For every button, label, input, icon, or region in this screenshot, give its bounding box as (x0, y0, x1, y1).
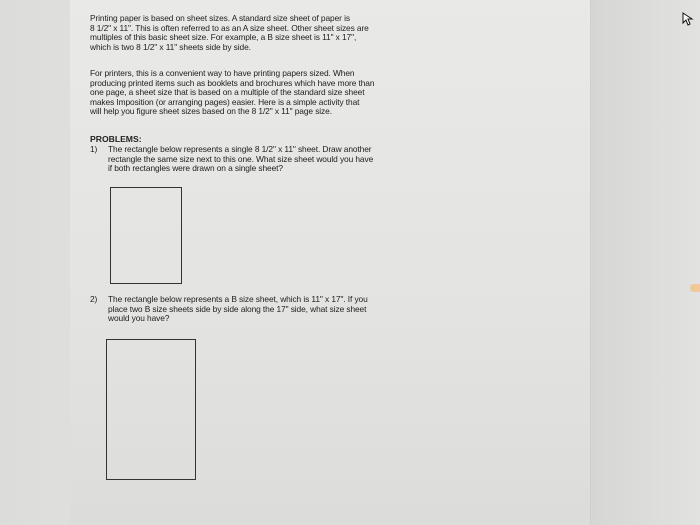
letter-size-rectangle (110, 187, 182, 284)
problem-line: The rectangle below represents a B size sheet, which is 11" x 17". If you (108, 294, 368, 304)
intro-line: which is two 8 1/2" x 11" sheets side by side. (90, 41, 251, 52)
scroll-marker (690, 284, 700, 292)
imposition-line: makes Imposition (or arranging pages) easier. Here is a simple activity that (90, 96, 360, 107)
problem-line: rectangle the same size next to this one. What size sheet would you have (108, 153, 374, 164)
imposition-line: producing printed items such as booklets and brochures which have more than (90, 77, 375, 88)
side-panel (590, 0, 700, 525)
intro-line: Printing paper is based on sheet sizes. A standard size sheet of paper is (90, 13, 350, 23)
imposition-paragraph (90, 69, 490, 117)
imposition-line: For printers, this is a convenient way to have printing papers sized. When (90, 68, 355, 78)
problem-line: would you have? (108, 313, 170, 324)
problem-1 (90, 145, 470, 185)
imposition-line: will help you figure sheet sizes based on the 8 1/2" x 11" page size. (90, 106, 332, 117)
problem-number: 2) (90, 294, 98, 304)
mouse-cursor-icon (682, 12, 694, 26)
problems-heading: PROBLEMS: (90, 134, 142, 144)
problem-line: place two B size sheets side by side along the 17" side, what size sheet (108, 303, 367, 314)
intro-line: multiples of this basic sheet size. For example, a B size sheet is 11" x 17", (90, 32, 357, 43)
b-size-rectangle (106, 339, 196, 480)
imposition-line: one page, a sheet size that is based on a multiple of the standard size sheet (90, 87, 365, 98)
intro-paragraph (90, 14, 490, 52)
problem-line: The rectangle below represents a single 8 1/2" x 11" sheet. Draw another (108, 144, 372, 154)
problem-2 (90, 295, 470, 335)
problem-line: if both rectangles were drawn on a single sheet? (108, 163, 283, 174)
intro-line: 8 1/2" x 11". This is often referred to as an A size sheet. Other sheet sizes are (90, 22, 369, 33)
problem-number: 1) (90, 144, 98, 154)
